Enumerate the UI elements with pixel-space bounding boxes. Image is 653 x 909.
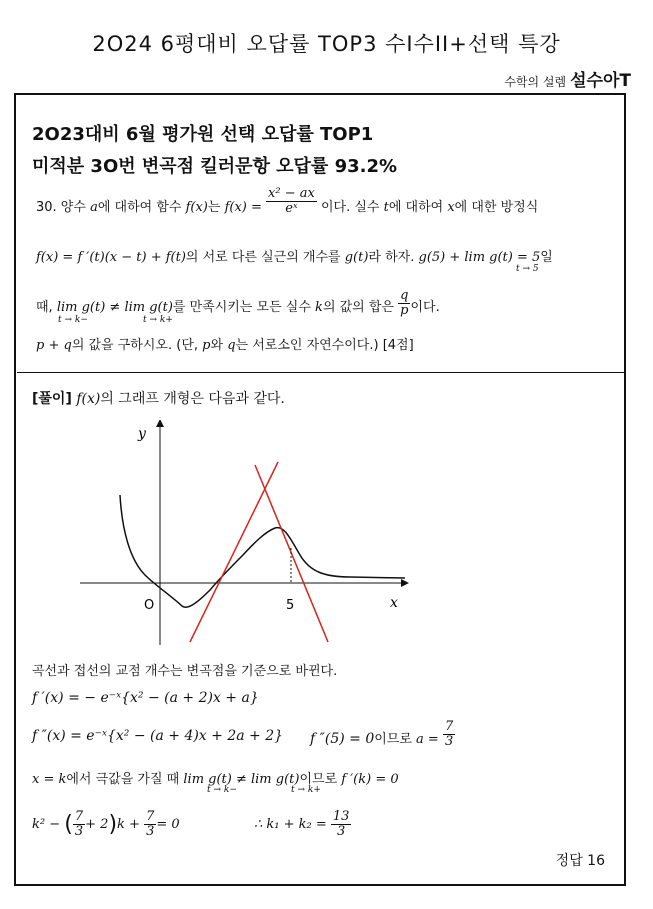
problem-line-3: 때, lim g(t) ≠ lim g(t)를 만족시키는 모든 실수 k의 값의 합은 $\frac{q}{p}$ 이다. <box>36 288 440 318</box>
solution-line-3: f ″(x) = e⁻ˣ{x² − (a + 4)x + 2a + 2} <box>32 728 284 744</box>
brand <box>504 66 631 91</box>
section-divider <box>17 372 625 373</box>
problem-heading-2: 미적분 3O번 변곡점 킬러문항 오답률 93.2% <box>32 156 398 177</box>
brand-small: 수학의 설렘 <box>504 75 567 89</box>
solution-line-5b: ∴ k₁ + k₂ = $\frac{13}{3}$ <box>254 809 350 839</box>
brand-big: 설수아T <box>570 71 631 91</box>
tick-label-5: 5 <box>286 598 295 613</box>
problem-line-2: f(x) = f ′(t)(x − t) + f(t)의 서로 다른 실근의 개수를 g(t)라 하자. g(5) + lim g(t) = 5일 <box>36 250 553 265</box>
solution-line-3b: f ″(5) = 0이므로 a = $\frac{7}{3}$ <box>310 719 454 749</box>
lim-subscript-kplus-2: t → k+ <box>291 785 321 795</box>
problem-heading-1: 2O23대비 6월 평가원 선택 오답률 TOP1 <box>32 124 374 145</box>
solution-line-5: k² − ( $\frac{7}{3}$ + 2)k + $\frac{7}{3}$ = 0 <box>32 809 180 839</box>
y-axis-label: y <box>138 426 146 442</box>
lim-subscript-kminus-2: t → k− <box>207 785 237 795</box>
function-graph <box>60 420 420 650</box>
solution-label: [풀이] <box>32 391 72 407</box>
x-axis-label: x <box>390 595 398 611</box>
page-title: 2O24 6평대비 오답률 TOP3 수I수II+선택 특강 <box>92 32 561 56</box>
solution-intro: [풀이] f(x)의 그래프 개형은 다음과 같다. <box>32 391 285 407</box>
lim-subscript-t5: t → 5 <box>516 264 539 274</box>
problem-line-4: p + q의 값을 구하시오. (단, p와 q는 서로소인 자연수이다.) [4점] <box>36 338 414 353</box>
solution-line-4: x = k에서 극값을 가질 때 lim g(t) ≠ lim g(t)이므로 f ′(k) = 0 <box>32 772 399 787</box>
curve-f <box>120 495 405 607</box>
problem-line-1: 30. 양수 a에 대하여 함수 f(x)는 f(x) = $\frac{\text{x² − ax}}{\text{eˣ}}$ 이다. 실수 t에 대하여 x에 대한 방정식 <box>36 186 539 216</box>
lim-subscript-kplus: t → k+ <box>143 315 173 325</box>
solution-line-1: 곡선과 접선의 교점 개수는 변곡점을 기준으로 바뀐다. <box>32 664 338 679</box>
solution-line-2: f ′(x) = − e⁻ˣ{x² − (a + 2)x + a} <box>32 690 259 706</box>
origin-label: O <box>144 598 155 613</box>
lim-subscript-kminus: t → k− <box>58 315 88 325</box>
final-answer: 정답 16 <box>555 853 605 869</box>
